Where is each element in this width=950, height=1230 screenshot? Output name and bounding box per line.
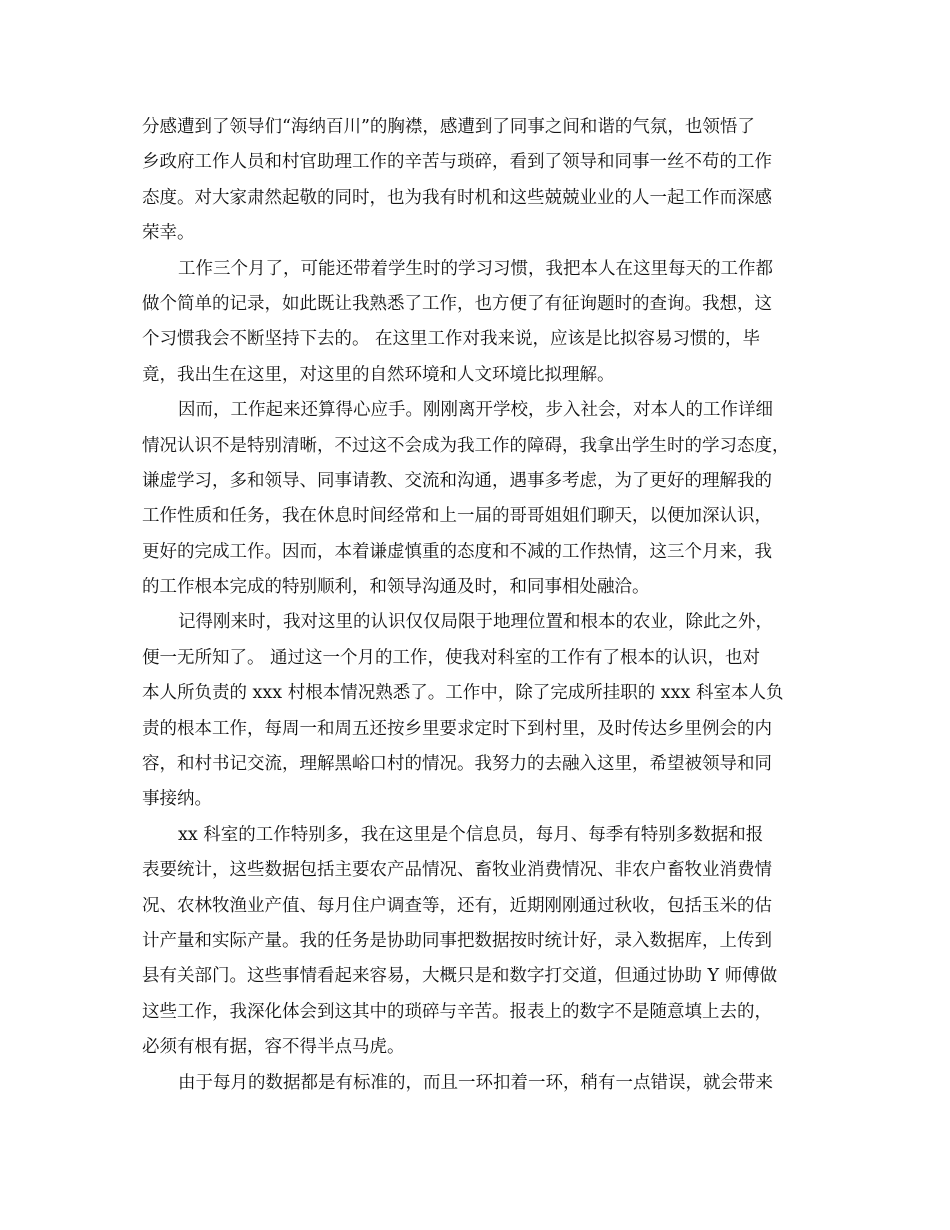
text-line: 情况认识不是特别清晰，不过这不会成为我工作的障碍，我拿出学生时的学习态度，: [142, 435, 790, 456]
text-line: 责的根本工作，每周一和周五还按乡里要求定时下到村里，及时传达乡里例会的内: [142, 718, 772, 739]
paragraph-first-line: 因而，工作起来还算得心应手。刚刚离开学校，步入社会，对本人的工作详细: [178, 400, 773, 421]
paragraph-first-line: xx 科室的工作特别多，我在这里是个信息员，每月、每季有特别多数据和报: [178, 824, 764, 845]
text-line: 乡政府工作人员和村官助理工作的辛苦与琐碎，看到了领导和同事一丝不苟的工作: [142, 152, 772, 173]
paragraph-first-line: 记得刚来时，我对这里的认识仅仅局限于地理位置和根本的农业，除此之外，: [178, 612, 773, 633]
text-line: 分感遭到了领导们“海纳百川”的胸襟，感遭到了同事之间和谐的气氛，也领悟了: [142, 117, 755, 137]
text-line: 容，和村书记交流，理解黑峪口村的情况。我努力的去融入这里，希望被领导和同: [142, 754, 772, 775]
text-line: 况、农林牧渔业产值、每月住户调查等，还有，近期刚刚通过秋收，包括玉米的估: [142, 895, 772, 916]
text-line: 本人所负责的 xxx 村根本情况熟悉了。工作中，除了完成所挂职的 xxx 科室本人负: [142, 683, 784, 704]
text-line: 谦虚学习，多和领导、同事请教、交流和沟通，遇事多考虑，为了更好的理解我的: [142, 470, 772, 491]
text-line: 更好的完成工作。因而，本着谦虚慎重的态度和不减的工作热情，这三个月来，我: [142, 541, 772, 562]
document-body: [142, 110, 822, 1101]
text-line: 县有关部门。这些事情看起来容易，大概只是和数字打交道，但通过协助 Y 师傅做: [142, 966, 778, 987]
text-line: 态度。对大家肃然起敬的同时，也为我有时机和这些兢兢业业的人一起工作而深感: [142, 187, 772, 208]
text-line: 做个简单的记录，如此既让我熟悉了工作，也方便了有征询题时的查询。我想，这: [142, 293, 772, 314]
text-line: 计产量和实际产量。我的任务是协助同事把数据按时统计好，录入数据库，上传到: [142, 930, 772, 951]
paragraph-first-line: 由于每月的数据都是有标准的，而且一环扣着一环，稍有一点错误，就会带来: [178, 1072, 773, 1093]
text-line: 必须有根有据，容不得半点马虎。: [142, 1037, 405, 1058]
text-line: 这些工作，我深化体会到这其中的琐碎与辛苦。报表上的数字不是随意填上去的，: [142, 1001, 772, 1022]
text-line: 便一无所知了。 通过这一个月的工作，使我对科室的工作有了根本的认识，也对: [142, 647, 761, 668]
text-line: 竟，我出生在这里，对这里的自然环境和人文环境比拟理解。: [142, 364, 615, 385]
text-line: 事接纳。: [142, 789, 212, 810]
text-line: 个习惯我会不断坚持下去的。 在这里工作对我来说，应该是比拟容易习惯的，毕: [142, 329, 761, 350]
text-line: 的工作根本完成的特别顺利，和领导沟通及时，和同事相处融洽。: [142, 577, 650, 598]
paragraph-first-line: 工作三个月了，可能还带着学生时的学习习惯，我把本人在这里每天的工作都: [178, 258, 773, 279]
text-line: 荣幸。: [142, 223, 195, 244]
text-line: 表要统计，这些数据包括主要农产品情况、畜牧业消费情况、非农户畜牧业消费情: [142, 860, 772, 881]
text-line: 工作性质和任务，我在休息时间经常和上一届的哥哥姐姐们聊天，以便加深认识，: [142, 506, 772, 527]
